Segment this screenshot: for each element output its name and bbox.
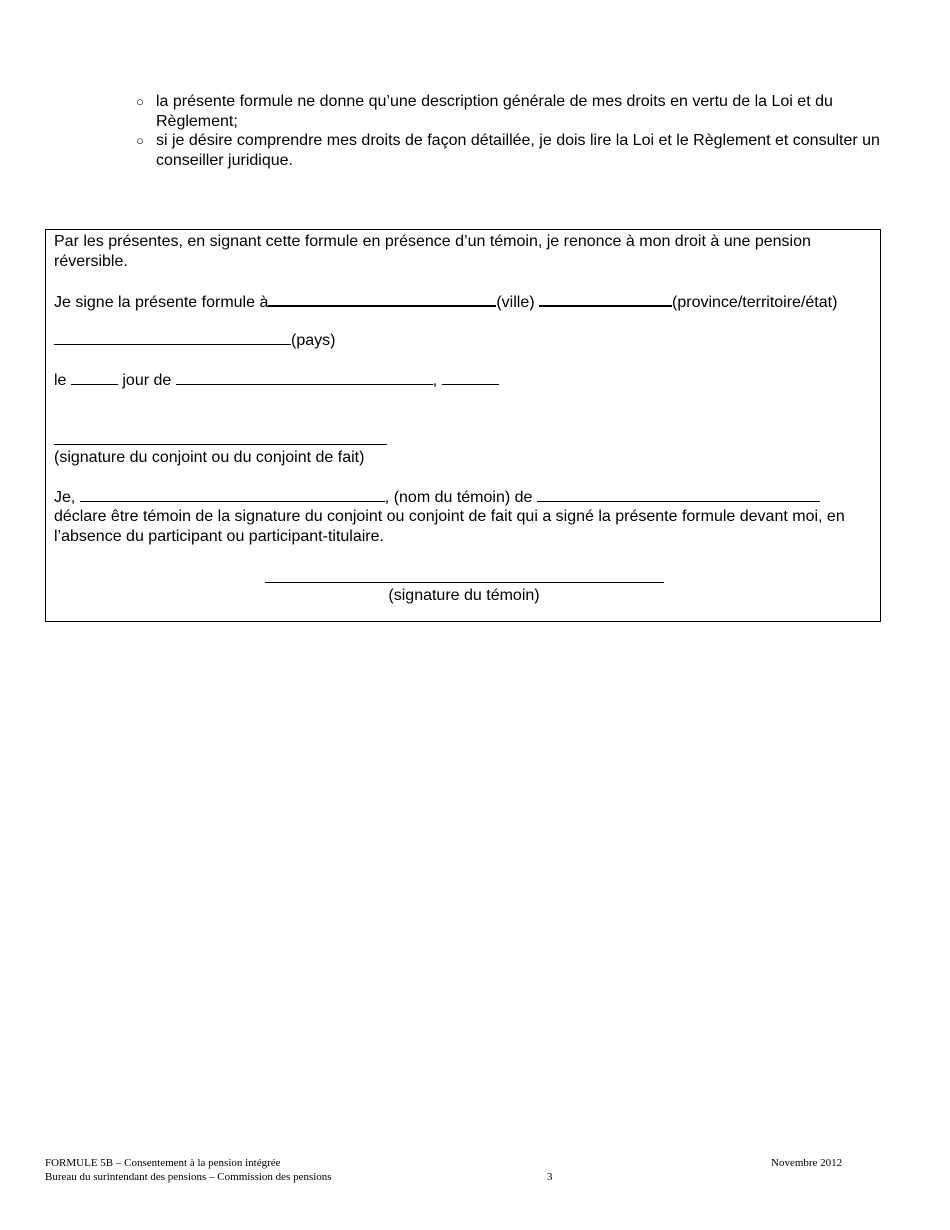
date-middle-label: jour de xyxy=(122,372,172,389)
bullet-icon: ○ xyxy=(136,94,144,109)
witness-prefix-label: Je, xyxy=(54,489,76,506)
year-field[interactable] xyxy=(442,370,499,385)
witness-signature-line[interactable] xyxy=(265,582,664,583)
province-field[interactable] xyxy=(539,291,672,307)
list-item-text: si je désire comprendre mes droits de façon détaillée, je dois lire la Loi et le Règlement et consulter un conseiller juridique. xyxy=(156,132,880,169)
footer-form-title: FORMULE 5B – Consentement à la pension intégrée xyxy=(45,1157,281,1169)
date-row xyxy=(54,370,499,391)
spouse-signature-line[interactable] xyxy=(54,444,387,445)
sign-at-label: Je signe la présente formule à xyxy=(54,294,269,311)
month-field[interactable] xyxy=(176,370,433,385)
date-prefix-label: le xyxy=(54,372,67,389)
city-field[interactable] xyxy=(268,291,496,307)
intro-text: Par les présentes, en signant cette formule en présence d’un témoin, je renonce à mon droit à une pension réversible. xyxy=(54,233,811,270)
waiver-form-box xyxy=(45,229,881,622)
footer-page-number: 3 xyxy=(547,1171,553,1183)
list-item xyxy=(136,92,896,131)
country-row xyxy=(54,330,335,351)
spouse-signature-label: (signature du conjoint ou du conjoint de fait) xyxy=(54,449,365,466)
footer-date: Novembre 2012 xyxy=(771,1157,843,1169)
witness-name-field[interactable] xyxy=(80,487,385,502)
city-label: (ville) xyxy=(496,294,535,311)
country-field[interactable] xyxy=(54,330,291,345)
province-label: (province/territoire/état) xyxy=(672,294,838,311)
list-item xyxy=(136,131,896,170)
witness-declaration: déclare être témoin de la signature du conjoint ou conjoint de fait qui a signé la présente formule devant moi, en l’absence du participant ou participant-titulaire. xyxy=(54,508,845,545)
witness-name-row xyxy=(54,487,820,508)
bullet-icon: ○ xyxy=(136,133,144,148)
conditions-list xyxy=(136,92,896,170)
footer-office: Bureau du surintendant des pensions – Commission des pensions xyxy=(45,1171,332,1183)
date-comma: , xyxy=(432,372,438,389)
sign-location-row xyxy=(54,291,837,313)
list-item-text: la présente formule ne donne qu’une description générale de mes droits en vertu de la Loi et du Règlement; xyxy=(156,93,833,130)
day-field[interactable] xyxy=(71,370,118,385)
witness-middle-label: , (nom du témoin) de xyxy=(384,489,533,506)
witness-location-field[interactable] xyxy=(537,487,820,502)
country-label: (pays) xyxy=(291,332,336,349)
witness-signature-label: (signature du témoin) xyxy=(388,587,540,604)
